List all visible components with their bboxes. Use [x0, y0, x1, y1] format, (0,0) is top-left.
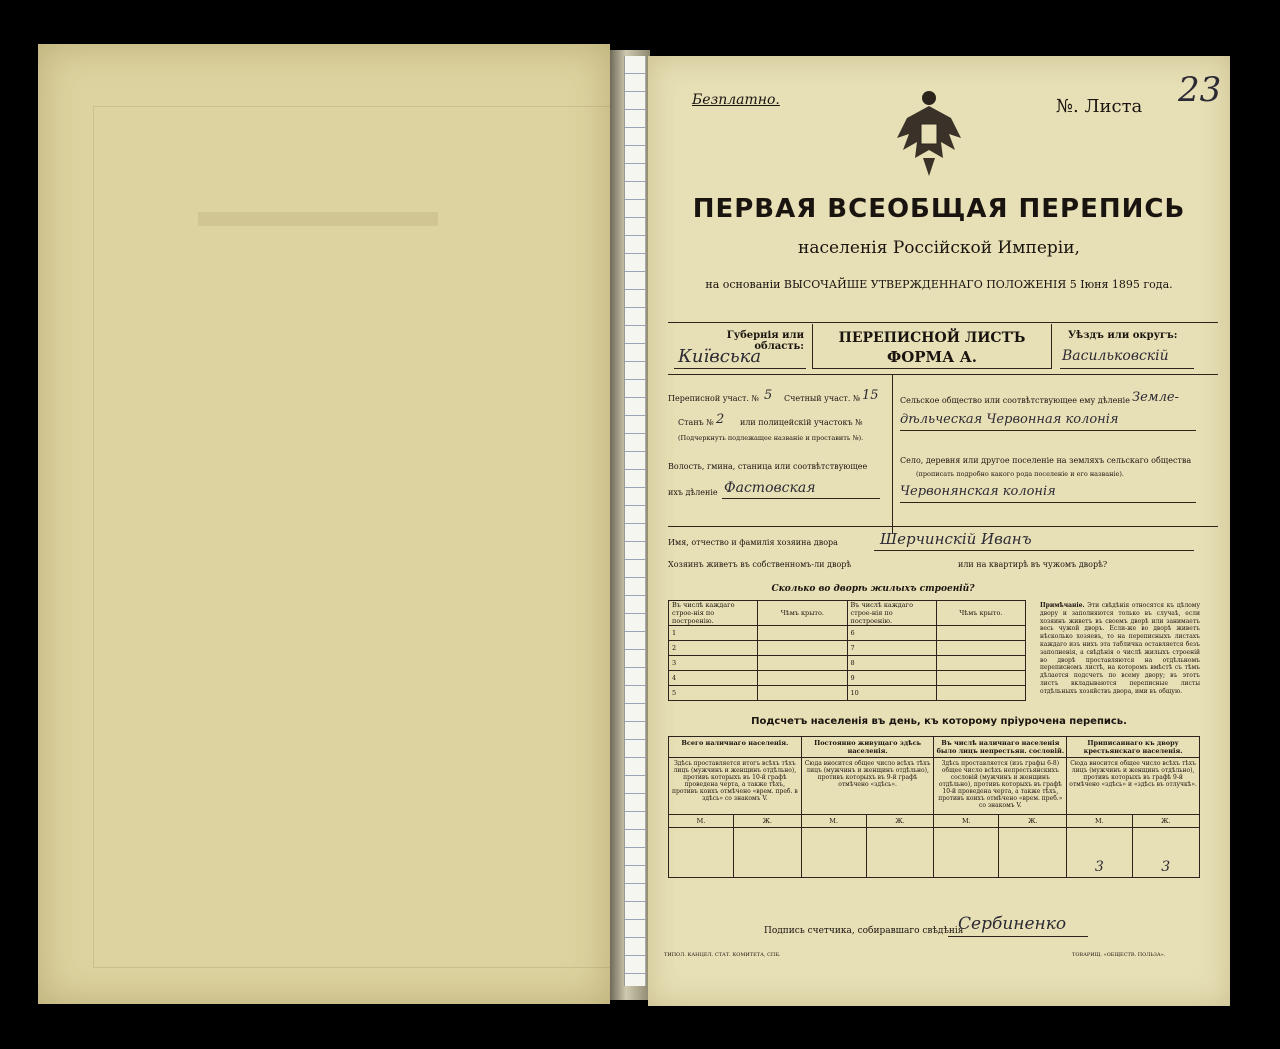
double-eagle-emblem-icon	[893, 88, 965, 180]
lives-label: Хозяинъ живетъ въ собственномъ-ли дворѣ	[668, 560, 852, 569]
selo-note: (прописать подробно какого рода поселеніе и его названіе).	[916, 470, 1124, 478]
row-number: 4	[669, 671, 758, 686]
m-label: М.	[669, 815, 734, 828]
note-text: Эти свѣдѣнія относятся къ цѣлому двору и заполняются только въ случаѣ, если хозяинъ живетъ въ своемъ дворѣ или занимаетъ весь чужой дворъ. Если-же во дворѣ живетъ нѣсколько хозяевъ, то на переписныхъ листахъ каждаго изъ нихъ эта табличка оставляется безъ заполненія, а свѣдѣнія о числѣ жилыхъ строеній во дворѣ проставляются на отдѣльномъ переписномъ листѣ, на которомъ вмѣстѣ съ тѣмъ дѣлается подсчетъ по всему двору; въ этотъ листъ вкладываются переписные листы отдѣльныхъ хозяйствъ двора, ими въ общую.	[1040, 602, 1200, 695]
buildings-question: Сколько во дворѣ жилыхъ строеній?	[771, 584, 975, 594]
row-number: 3	[669, 656, 758, 671]
population-table	[668, 736, 1200, 878]
print-left: ТИПОЛ. КАНЦЕЛ. СТАТ. КОМИТЕТА, СПБ.	[664, 952, 781, 958]
row-number: 10	[847, 686, 936, 701]
form-name: ФОРМА А.	[886, 348, 978, 366]
stan-label: Станъ №	[678, 418, 714, 427]
rule	[668, 374, 1218, 375]
basis-line: на основаніи ВЫСОЧАЙШЕ УТВЕРЖДЕННАГО ПОЛОЖЕНІЯ 5 Іюня 1895 года.	[705, 278, 1173, 291]
note-title: Примѣчаніе.	[1040, 602, 1085, 609]
census-sheet	[648, 56, 1230, 1006]
volost-label: Волость, гмина, станица или соотвѣтствующее	[668, 462, 868, 471]
selo-label: Село, деревня или другое поселеніе на земляхъ сельскаго общества	[900, 456, 1192, 465]
divider	[892, 374, 893, 534]
m-label: М.	[801, 815, 866, 828]
owner-label: Имя, отчество и фамилія хозяина двора	[668, 538, 838, 547]
pop-col-title: Постоянно живущаго здѣсь населенія.	[801, 737, 934, 758]
stan-value: 2	[716, 412, 725, 427]
pop-col-desc: Здѣсь проставляется итогъ всѣхъ тѣхъ лицъ (мужчинъ и женщинъ отдѣльно), противъ которыхъ въ 10-й графѣ проведена черта, а также тѣхъ, противъ коихъ отмѣчено «врем. преб. в здѣсь» со знакомъ V.	[669, 758, 802, 815]
buildings-col-mid: Чѣмъ крыто.	[758, 601, 847, 626]
selo-value: Червонянская колонія	[900, 484, 1056, 499]
form-title-box	[812, 324, 1052, 369]
sheet-number-value: 23	[1178, 70, 1222, 110]
schet-value: 15	[862, 388, 879, 403]
row-number: 8	[847, 656, 936, 671]
gubernia-value: Київська	[678, 346, 762, 367]
left-page	[38, 44, 610, 1004]
gubernia-label: Губернія или область:	[726, 330, 804, 352]
volost-label-2: ихъ дѣленіе	[668, 488, 718, 497]
buildings-table	[668, 600, 1026, 701]
buildings-col-left: Въ числѣ каждаго строе-нія по построенію.	[669, 601, 758, 626]
pop-col-title: Приписаннаго къ двору крестьянскаго населенія.	[1067, 737, 1200, 758]
buildings-note-block	[1040, 602, 1200, 696]
schet-label: Счетный участ. №	[784, 394, 861, 403]
rule	[948, 936, 1088, 937]
f-label: Ж.	[866, 815, 934, 828]
rule	[668, 526, 1218, 527]
uezd-value: Васильковскій	[1062, 348, 1169, 364]
subtitle: населенія Россійской Имперіи,	[798, 238, 1080, 258]
uezd-label: Уѣздъ или округъ:	[1068, 330, 1178, 341]
m-label: М.	[934, 815, 999, 828]
list-title: ПЕРЕПИСНОЙ ЛИСТЪ	[838, 330, 1026, 346]
obshchestvo-value: Земле-	[1132, 390, 1179, 405]
underline-note: (Подчеркнуть подлежащее названіе и проставить №).	[678, 434, 864, 442]
print-right: ТОВАРИЩ. «ОБЩЕСТВ. ПОЛЬЗА».	[1072, 952, 1166, 958]
signature-label: Подпись счетчика, собиравшаго свѣдѣнія	[764, 926, 964, 936]
volost-value: Фастовская	[724, 480, 816, 496]
uchastok-label: Переписной участ. №	[668, 394, 760, 403]
rule	[1060, 368, 1194, 369]
row-number: 9	[847, 671, 936, 686]
population-heading: Подсчетъ населенія въ день, къ которому пріурочена перепись.	[751, 716, 1127, 727]
ruled-insert	[624, 56, 646, 986]
pop-col-desc: Здѣсь проставляется (изъ графы 6-8) общее число всѣхъ непрестьянскихъ сословій (мужчинъ и женщинъ отдѣльно), противъ которыхъ въ графѣ 10-й проведена черта, а также тѣхъ, противъ коихъ отмѣчено «врем. преб.» со знакомъ V.	[934, 758, 1067, 815]
obshchestvo-label: Сельское общество или соотвѣтствующее ему дѣленіе	[900, 396, 1130, 405]
buildings-col-left: Въ числѣ каждаго строе-нія по построенію.	[847, 601, 936, 626]
main-title: ПЕРВАЯ ВСЕОБЩАЯ ПЕРЕПИСЬ	[692, 194, 1186, 224]
rule	[668, 322, 1218, 323]
sheet-number-label: №. Листа	[1056, 96, 1143, 117]
rule	[722, 498, 880, 499]
rule	[900, 430, 1196, 431]
pop-col-desc: Сюда вносится общее число всѣхъ тѣхъ лицъ (мужчинъ и женщинъ отдѣльно), противъ которыхъ въ графѣ 9-й отмѣчено «здѣсь» и «здѣсь въ отлучкѣ».	[1067, 758, 1200, 815]
rule	[674, 368, 806, 369]
row-number: 2	[669, 641, 758, 656]
lives-label-2: или на квартирѣ въ чужомъ дворѣ?	[958, 560, 1108, 569]
pop-col-title: Въ числѣ наличнаго населенія было лицъ непрестьян. сословій.	[934, 737, 1067, 758]
police-label: или полицейскій участокъ №	[740, 418, 863, 427]
left-ghost-frame	[93, 106, 615, 968]
obshchestvo-value-2: дѣльческая Червонная колонія	[900, 412, 1119, 427]
row-number: 7	[847, 641, 936, 656]
uchastok-value: 5	[764, 388, 773, 403]
m-label: М.	[1067, 815, 1132, 828]
free-label: Безплатно.	[692, 92, 780, 108]
f-label: Ж.	[733, 815, 801, 828]
f-label: Ж.	[999, 815, 1067, 828]
owner-value: Шерчинскій Иванъ	[880, 530, 1032, 548]
row-number: 1	[669, 626, 758, 641]
pop-col-title: Всего наличнаго населенія.	[669, 737, 802, 758]
f-label: Ж.	[1132, 815, 1200, 828]
pop-col-desc: Сюда вносится общее число всѣхъ тѣхъ лицъ (мужчинъ и женщинъ отдѣльно), противъ которыхъ въ 9-й графѣ отмѣчено «здѣсь».	[801, 758, 934, 815]
buildings-col-mid: Чѣмъ крыто.	[936, 601, 1025, 626]
row-number: 5	[669, 686, 758, 701]
rule	[900, 502, 1196, 503]
value-m-4: 3	[1067, 828, 1132, 878]
signature-value: Сербиненко	[958, 914, 1067, 934]
left-ghost-text	[198, 212, 438, 226]
row-number: 6	[847, 626, 936, 641]
rule	[874, 550, 1194, 551]
value-f-4: 3	[1132, 828, 1200, 878]
